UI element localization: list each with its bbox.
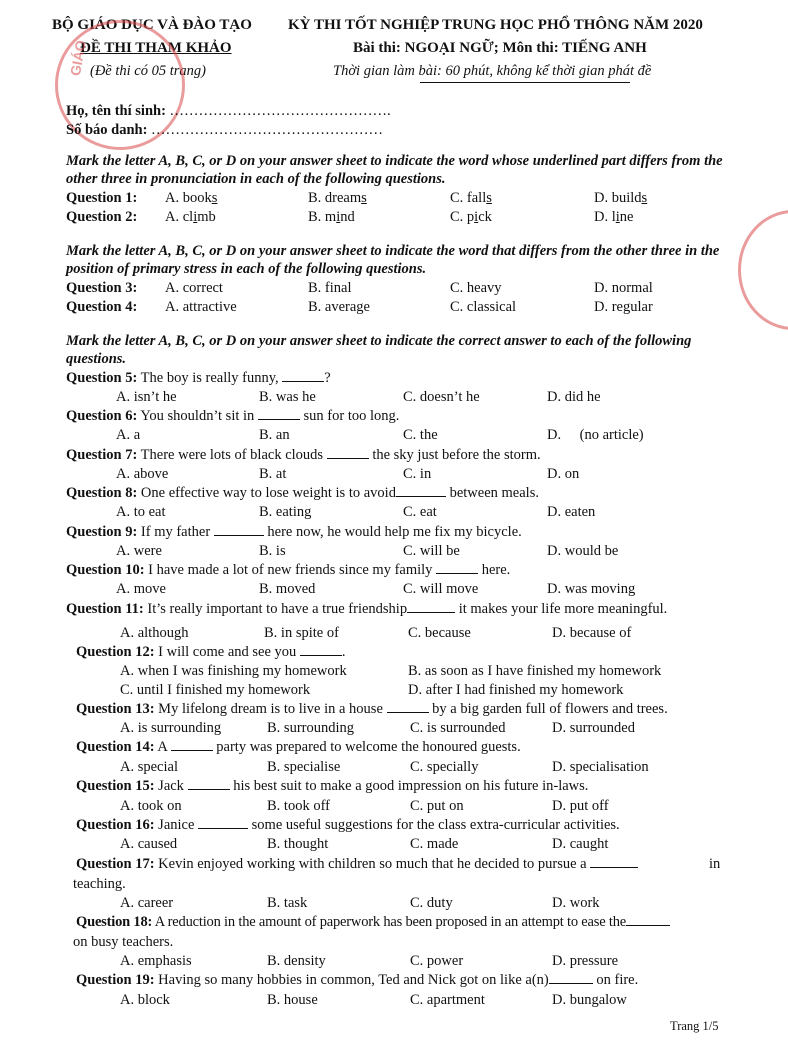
question-3-label: Question 3: bbox=[66, 280, 138, 296]
candidate-id-field[interactable]: ………………………………………… bbox=[151, 122, 384, 138]
question-16: Question 16: Janice some useful suggestions for the class extra-curricular activities. bbox=[76, 817, 620, 833]
q14-option-d[interactable]: D. specialisation bbox=[552, 759, 649, 775]
q16-blank bbox=[198, 817, 248, 829]
question-17: Question 17: Kevin enjoyed working with children so much that he decided to pursue a in bbox=[76, 856, 721, 872]
q15-option-b[interactable]: B. took off bbox=[267, 798, 330, 814]
q17-option-d[interactable]: D. work bbox=[552, 895, 600, 911]
q2-option-b[interactable]: B. mind bbox=[308, 209, 355, 225]
q11-option-c[interactable]: C. because bbox=[408, 625, 471, 641]
q5-option-d[interactable]: D. did he bbox=[547, 389, 601, 405]
candidate-name-field[interactable]: ………………………………………. bbox=[169, 103, 391, 119]
instruction-correct-answer: Mark the letter A, B, C, or D on your answer sheet to indicate the correct answer to each of the following questions. bbox=[66, 333, 692, 367]
q13-option-c[interactable]: C. is surrounded bbox=[410, 720, 506, 736]
q15-option-d[interactable]: D. put off bbox=[552, 798, 609, 814]
q5-option-a[interactable]: A. isn’t he bbox=[116, 389, 177, 405]
candidate-name-label: Họ, tên thí sinh: ………………………………………. bbox=[66, 103, 391, 119]
q17-option-b[interactable]: B. task bbox=[267, 895, 308, 911]
page-count: (Đề thi có 05 trang) bbox=[90, 63, 206, 79]
q1-option-d[interactable]: D. builds bbox=[594, 190, 648, 206]
q15-blank bbox=[188, 778, 230, 790]
q11-option-b[interactable]: B. in spite of bbox=[264, 625, 339, 641]
q18-option-c[interactable]: C. power bbox=[410, 953, 464, 969]
q12-option-c[interactable]: C. until I finished my homework bbox=[120, 682, 311, 698]
q7-option-c[interactable]: C. in bbox=[403, 466, 432, 482]
q11-option-d[interactable]: D. because of bbox=[552, 625, 632, 641]
q16-option-a[interactable]: A. caused bbox=[120, 836, 178, 852]
q14-option-b[interactable]: B. specialise bbox=[267, 759, 341, 775]
side-stamp bbox=[738, 210, 788, 330]
q19-option-c[interactable]: C. apartment bbox=[410, 992, 485, 1008]
q18-option-d[interactable]: D. pressure bbox=[552, 953, 619, 969]
question-18: Question 18: A reduction in the amount of paperwork has been proposed in an attempt to ease the bbox=[76, 914, 670, 931]
q4-option-d[interactable]: D. regular bbox=[594, 299, 653, 315]
question-5: Question 5: The boy is really funny, ? bbox=[66, 370, 331, 386]
q1-option-b[interactable]: B. dreams bbox=[308, 190, 367, 206]
stamp-text: GIÁO bbox=[66, 38, 89, 78]
q19-option-a[interactable]: A. block bbox=[120, 992, 170, 1008]
q6-blank bbox=[258, 408, 300, 420]
question-17-continued: teaching. bbox=[73, 876, 126, 892]
time-underline bbox=[420, 82, 630, 83]
q3-option-b[interactable]: B. final bbox=[308, 280, 352, 296]
q11-option-a[interactable]: A. although bbox=[120, 625, 189, 641]
q19-blank bbox=[549, 972, 593, 984]
question-1-label: Question 1: bbox=[66, 190, 138, 206]
q10-option-b[interactable]: B. moved bbox=[259, 581, 316, 597]
q14-blank bbox=[171, 739, 213, 751]
q12-option-d[interactable]: D. after I had finished my homework bbox=[408, 682, 624, 698]
q1-option-c[interactable]: C. falls bbox=[450, 190, 492, 206]
q3-option-a[interactable]: A. correct bbox=[165, 280, 223, 296]
q8-option-d[interactable]: D. eaten bbox=[547, 504, 596, 520]
question-7: Question 7: There were lots of black clouds the sky just before the storm. bbox=[66, 447, 541, 463]
q15-option-a[interactable]: A. took on bbox=[120, 798, 182, 814]
question-12: Question 12: I will come and see you . bbox=[76, 644, 346, 660]
q8-blank bbox=[396, 485, 446, 497]
q2-option-d[interactable]: D. line bbox=[594, 209, 634, 225]
question-11: Question 11: It’s really important to have a true friendship it makes your life more meaningful. bbox=[66, 601, 668, 617]
q6-option-d[interactable]: D. ⃠ (no article) bbox=[547, 427, 644, 443]
q17-option-a[interactable]: A. career bbox=[120, 895, 174, 911]
q6-option-a[interactable]: A. a bbox=[116, 427, 141, 443]
q10-blank bbox=[436, 562, 478, 574]
q7-option-b[interactable]: B. at bbox=[259, 466, 287, 482]
q5-blank bbox=[282, 370, 324, 382]
q7-option-d[interactable]: D. on bbox=[547, 466, 580, 482]
question-4-label: Question 4: bbox=[66, 299, 138, 315]
question-15: Question 15: Jack his best suit to make a good impression on his future in-laws. bbox=[76, 778, 589, 794]
q3-option-c[interactable]: C. heavy bbox=[450, 280, 502, 296]
q9-option-b[interactable]: B. is bbox=[259, 543, 286, 559]
q17-blank bbox=[590, 856, 638, 868]
instruction-stress: Mark the letter A, B, C, or D on your answer sheet to indicate the word that differs from the other three in the position of primary stress in each of the following questions. bbox=[66, 243, 720, 277]
q9-option-a[interactable]: A. were bbox=[116, 543, 162, 559]
q11-blank bbox=[407, 601, 455, 613]
q12-option-a[interactable]: A. when I was finishing my homework bbox=[120, 663, 347, 679]
q3-option-d[interactable]: D. normal bbox=[594, 280, 653, 296]
q13-option-b[interactable]: B. surrounding bbox=[267, 720, 354, 736]
paper-type: ĐỀ THI THAM KHẢO bbox=[80, 40, 232, 56]
q1-option-a[interactable]: A. books bbox=[165, 190, 218, 206]
q4-option-a[interactable]: A. attractive bbox=[165, 299, 237, 315]
q8-option-a[interactable]: A. to eat bbox=[116, 504, 166, 520]
q15-option-c[interactable]: C. put on bbox=[410, 798, 464, 814]
q10-option-d[interactable]: D. was moving bbox=[547, 581, 636, 597]
question-2-label: Question 2: bbox=[66, 209, 138, 225]
q13-option-d[interactable]: D. surrounded bbox=[552, 720, 635, 736]
q5-option-c[interactable]: C. doesn’t he bbox=[403, 389, 480, 405]
q14-option-a[interactable]: A. special bbox=[120, 759, 178, 775]
instruction-pronunciation: Mark the letter A, B, C, or D on your answer sheet to indicate the word whose underlined part differs from the other three in pronunciation in each of the following questions. bbox=[66, 153, 723, 187]
q17-option-c[interactable]: C. duty bbox=[410, 895, 453, 911]
q18-blank bbox=[626, 914, 670, 926]
q10-option-a[interactable]: A. move bbox=[116, 581, 166, 597]
q12-blank bbox=[300, 644, 342, 656]
q2-option-c[interactable]: C. pick bbox=[450, 209, 492, 225]
question-18-continued: on busy teachers. bbox=[73, 934, 174, 950]
q5-option-b[interactable]: B. was he bbox=[259, 389, 316, 405]
q19-option-b[interactable]: B. house bbox=[267, 992, 318, 1008]
question-13: Question 13: My lifelong dream is to live in a house by a big garden full of flowers and trees. bbox=[76, 701, 668, 717]
q18-option-b[interactable]: B. density bbox=[267, 953, 326, 969]
q8-option-b[interactable]: B. eating bbox=[259, 504, 312, 520]
q9-option-d[interactable]: D. would be bbox=[547, 543, 619, 559]
ministry-name: BỘ GIÁO DỤC VÀ ĐÀO TẠO bbox=[52, 17, 252, 33]
question-9: Question 9: If my father here now, he would help me fix my bicycle. bbox=[66, 524, 522, 540]
q9-blank bbox=[214, 524, 264, 536]
page-number: Trang 1/5 bbox=[670, 1019, 719, 1033]
question-6: Question 6: You shouldn’t sit in sun for too long. bbox=[66, 408, 400, 424]
question-19: Question 19: Having so many hobbies in common, Ted and Nick got on like a(n) on fire. bbox=[76, 972, 639, 988]
exam-title: KỲ THI TỐT NGHIỆP TRUNG HỌC PHỔ THÔNG NĂM 2020 bbox=[288, 17, 703, 33]
q8-option-c[interactable]: C. eat bbox=[403, 504, 437, 520]
q16-option-b[interactable]: B. thought bbox=[267, 836, 329, 852]
q13-blank bbox=[387, 701, 429, 713]
question-14: Question 14: A party was prepared to welcome the honoured guests. bbox=[76, 739, 521, 755]
question-8: Question 8: One effective way to lose weight is to avoid between meals. bbox=[66, 485, 539, 501]
q9-option-c[interactable]: C. will be bbox=[403, 543, 460, 559]
candidate-id-label: Số báo danh: ………………………………………… bbox=[66, 122, 384, 138]
exam-time: Thời gian làm bài: 60 phút, không kể thời gian phát đề bbox=[333, 63, 652, 79]
q14-option-c[interactable]: C. specially bbox=[410, 759, 479, 775]
question-10: Question 10: I have made a lot of new friends since my family here. bbox=[66, 562, 511, 578]
q4-option-c[interactable]: C. classical bbox=[450, 299, 517, 315]
q6-option-b[interactable]: B. an bbox=[259, 427, 290, 443]
q7-option-a[interactable]: A. above bbox=[116, 466, 169, 482]
q7-blank bbox=[327, 447, 369, 459]
q19-option-d[interactable]: D. bungalow bbox=[552, 992, 627, 1008]
q4-option-b[interactable]: B. average bbox=[308, 299, 370, 315]
q13-option-a[interactable]: A. is surrounding bbox=[120, 720, 222, 736]
q6-option-c[interactable]: C. the bbox=[403, 427, 438, 443]
q16-option-d[interactable]: D. caught bbox=[552, 836, 609, 852]
q18-option-a[interactable]: A. emphasis bbox=[120, 953, 192, 969]
q10-option-c[interactable]: C. will move bbox=[403, 581, 479, 597]
subject-line: Bài thi: NGOẠI NGỮ; Môn thi: TIẾNG ANH bbox=[353, 40, 647, 56]
q12-option-b[interactable]: B. as soon as I have finished my homework bbox=[408, 663, 662, 679]
q16-option-c[interactable]: C. made bbox=[410, 836, 459, 852]
q2-option-a[interactable]: A. climb bbox=[165, 209, 216, 225]
